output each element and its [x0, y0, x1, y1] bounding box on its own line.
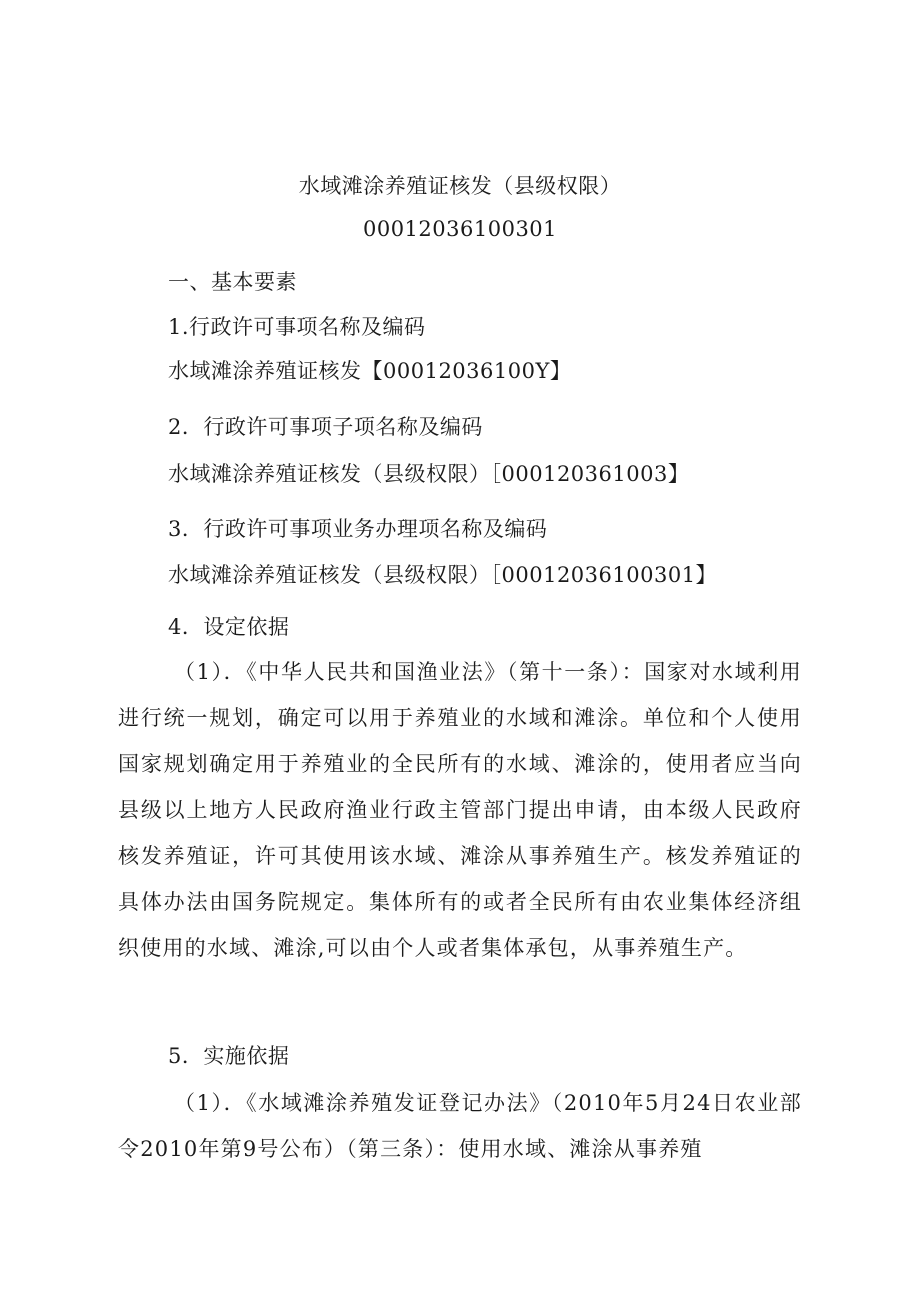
document-code: 00012036100301 — [362, 217, 558, 241]
document-title: 水域滩涂养殖证核发（县级权限） — [298, 174, 622, 198]
item5-implementation-basis-paragraph: （1）．《水域滩涂养殖发证登记办法》（2010年5月24日农业部令2010年第9号公布）（第三条）：使用水域、滩涂从事养殖 — [118, 1091, 802, 1161]
item3-value: 水域滩涂养殖证核发（县级权限）［00012036100301】 — [168, 563, 718, 587]
item4-legal-basis-paragraph: （1）．《中华人民共和国渔业法》（第十一条）：国家对水域利用进行统一规划，确定可以用于养殖业的水域和滩涂。单位和个人使用国家规划确定用于养殖业的全民所有的水域、滩涂的，使用者应当向县级以上地方人民政府渔业行政主管部门提出申请，由本级人民政府核发养殖证，许可其使用该水域、滩涂从事养殖生产。核发养殖证的具体办法由国务院规定。集体所有的或者全民所有由农业集体经济组织使用的水域、滩涂,可以由个人或者集体承包，从事养殖生产。 — [118, 660, 802, 960]
section-heading-basic-elements: 一、基本要素 — [168, 270, 297, 294]
item2-value: 水域滩涂养殖证核发（县级权限）［000120361003】 — [168, 462, 690, 486]
item2-heading: 2．行政许可事项子项名称及编码 — [168, 415, 483, 439]
item5-heading: 5．实施依据 — [168, 1044, 290, 1068]
item3-heading: 3．行政许可事项业务办理项名称及编码 — [168, 517, 548, 541]
item1-heading: 1.行政许可事项名称及编码 — [168, 315, 426, 339]
item1-value: 水域滩涂养殖证核发【00012036100Y】 — [168, 359, 572, 383]
item4-heading: 4．设定依据 — [168, 615, 290, 639]
